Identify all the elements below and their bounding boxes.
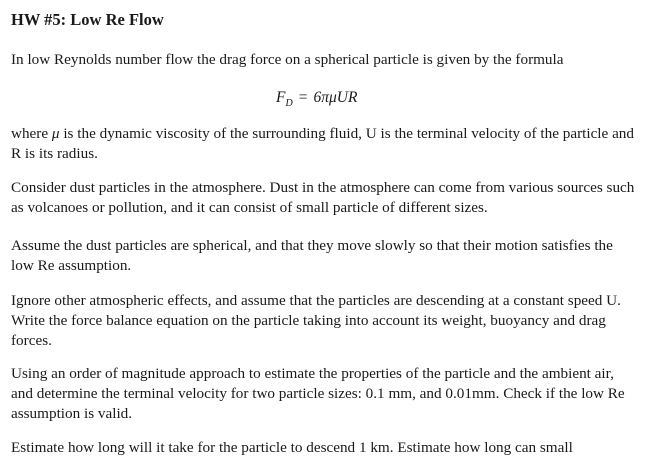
formula-lhs-symbol: F (276, 89, 286, 106)
ignore-paragraph: Ignore other atmospheric effects, and assume that the particles are descending at a constant speed U. Write the force balance equation on the particle taking into account its weight, buoyancy and drag forces. (11, 292, 621, 349)
where-paragraph (11, 124, 639, 164)
where-lead: where (11, 125, 52, 142)
page-title: HW #5: Low Re Flow (11, 10, 164, 29)
dust-paragraph: Consider dust particles in the atmosphere. Dust in the atmosphere can come from various sources such as volcanoes or pollution, and it can consist of small particle of different sizes. (11, 179, 635, 216)
assume-paragraph: Assume the dust particles are spherical, and that they move slowly so that their motion satisfies the low Re assumption. (11, 237, 613, 274)
formula-rhs: 6πμUR (313, 89, 358, 106)
intro-paragraph: In low Reynolds number flow the drag force on a spherical particle is given by the formula (11, 51, 564, 68)
formula-lhs-subscript: D (285, 98, 293, 110)
formula-equals: = (298, 89, 308, 106)
drag-formula (276, 89, 357, 109)
estimate-paragraph: Estimate how long will it take for the particle to descend 1 km. Estimate how long can small (11, 439, 573, 456)
formula-lhs (276, 89, 293, 110)
order-paragraph: Using an order of magnitude approach to estimate the properties of the particle and the ambient air, and determine the terminal velocity for two particle sizes: 0.1 mm, and 0.01mm. Check if the low Re assumption is valid. (11, 365, 625, 422)
mu-symbol: μ (51, 125, 60, 142)
where-text: is the dynamic viscosity of the surrounding fluid, U is the terminal velocity of the particle and R is its radius. (11, 125, 634, 162)
